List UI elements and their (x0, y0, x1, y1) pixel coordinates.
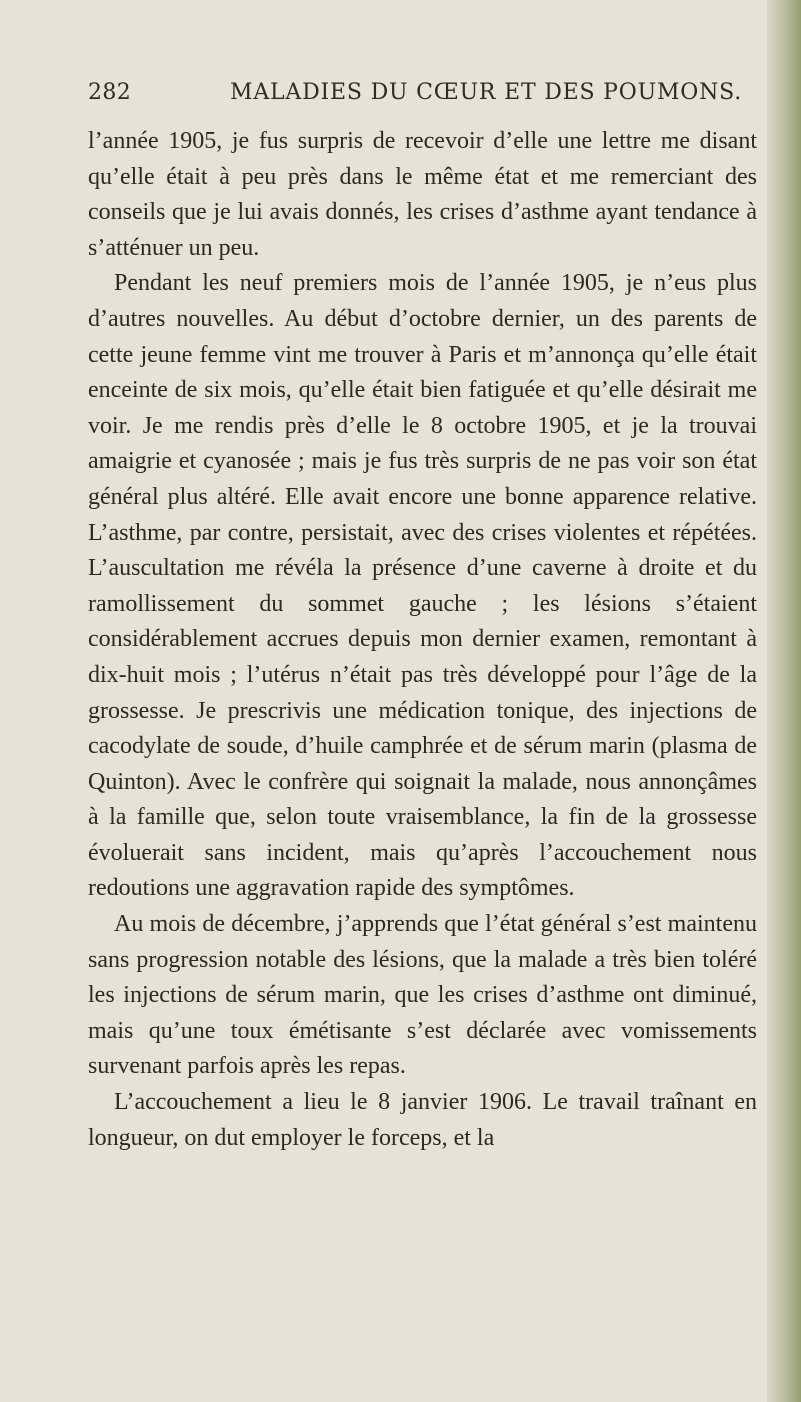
page-edge (767, 0, 801, 1402)
paragraph-4: L’accouchement a lieu le 8 janvier 1906. Le travail traînant en longueur, on dut employer le forceps, et la (88, 1089, 757, 1151)
page-number: 282 (88, 80, 132, 105)
running-title: MALADIES DU CŒUR ET DES POUMONS. (230, 80, 743, 105)
paragraph-2: Pendant les neuf premiers mois de l’année 1905, je n’eus plus d’autres nouvelles. Au début d’octobre dernier, un des parents de cette jeune femme vint me trouver à Paris et m’annonça qu’elle était enceinte de six mois, qu’elle était bien fatiguée et qu’elle désirait me voir. Je me rendis près d’elle le 8 octobre 1905, et je la trouvai amaigrie et cyanosée ; mais je fus très surpris de ne pas voir son état général plus altéré. Elle avait encore une bonne apparence relative. L’asthme, par contre, persistait, avec des crises violentes et répétées. L’auscultation me révéla la présence d’une caverne à droite et du ramollissement du sommet gauche ; les lésions s’étaient considérablement accrues depuis mon dernier examen, remontant à dix-huit mois ; l’utérus n’était pas très développé pour l’âge de la grossesse. Je prescrivis une médication tonique, des injections de cacodylate de soude, d’huile camphrée et de sérum marin (plasma de Quinton). Avec le confrère qui soignait la malade, nous annonçâmes à la famille que, selon toute vraisemblance, la fin de la grossesse évoluerait sans incident, mais qu’après l’accouchement nous redoutions une aggravation rapide des symptômes. (88, 270, 757, 902)
body-text (88, 124, 757, 1156)
paragraph-3: Au mois de décembre, j’apprends que l’état général s’est maintenu sans progression notable des lésions, que la malade a très bien toléré les injections de sérum marin, que les crises d’asthme ont diminué, mais qu’une toux émétisante s’est déclarée avec vomissements survenant parfois après les repas. (88, 911, 757, 1080)
paragraph-1: l’année 1905, je fus surpris de recevoir d’elle une lettre me disant qu’elle était à peu près dans le même état et me remerciant des conseils que je lui avais donnés, les crises d’asthme ayant tendance à s’atténuer un peu. (88, 128, 757, 261)
